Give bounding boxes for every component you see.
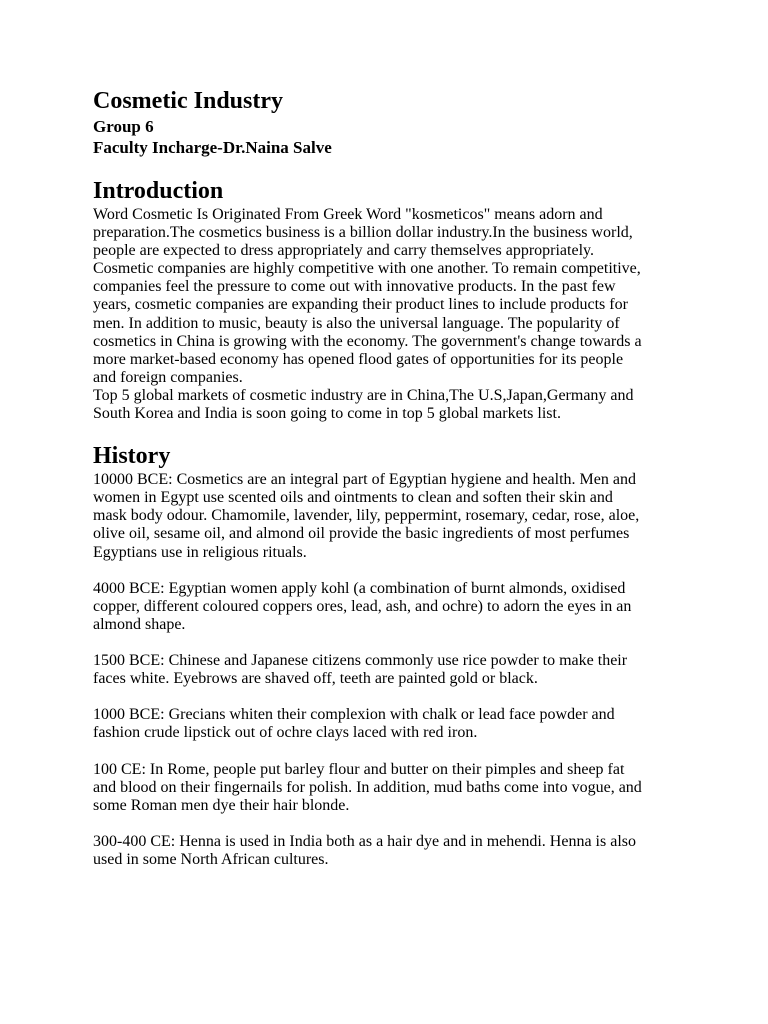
- history-section: [93, 441, 693, 869]
- history-entry-1500-bce: 1500 BCE: Chinese and Japanese citizens commonly use rice powder to make their faces white. Eyebrows are shaved off, teeth are painted gold or black.: [93, 652, 628, 688]
- history-entry-4000-bce: 4000 BCE: Egyptian women apply kohl (a combination of burnt almonds, oxidised copper, different coloured coppers ores, lead, ash, and ochre) to adorn the eyes in an almond shape.: [93, 579, 632, 633]
- document-page: [93, 86, 693, 869]
- introduction-markets-paragraph: Top 5 global markets of cosmetic industry are in China,The U.S,Japan,Germany and South Korea and India is soon going to come in top 5 global markets list.: [93, 386, 634, 423]
- history-entry-1000-bce: 1000 BCE: Grecians whiten their complexion with chalk or lead face powder and fashion crude lipstick out of ochre clays laced with red iron.: [93, 706, 615, 742]
- document-title: Cosmetic Industry: [93, 88, 283, 114]
- history-entry-100-ce: 100 CE: In Rome, people put barley flour and butter on their pimples and sheep fat and blood on their fingernails for polish. In addition, mud baths come into vogue, and some Roman men dye their hair blonde.: [93, 760, 642, 814]
- paragraph-spacer: [93, 562, 693, 580]
- introduction-paragraph: Word Cosmetic Is Originated From Greek Word "kosmeticos" means adorn and preparation.The cosmetics business is a billion dollar industry.In the business world, people are expected to dress appropriately and carry themselves appropriately. Cosmetic companies are highly competitive with one another. To remain competitive, companies feel the pressure to come out with innovative products. In the past few years, cosmetic companies are expanding their product lines to include products for men. In addition to music, beauty is also the universal language. The popularity of cosmetics in China is growing with the economy. The government's change towards a more market-based economy has opened flood gates of opportunities for its people and foreign companies.: [93, 206, 642, 386]
- faculty-label: Faculty Incharge-Dr.Naina Salve: [93, 138, 332, 157]
- group-label: Group 6: [93, 117, 154, 136]
- introduction-section: [93, 176, 693, 423]
- paragraph-spacer: [93, 688, 693, 706]
- history-heading: History: [93, 443, 171, 470]
- history-entry-10000-bce: 10000 BCE: Cosmetics are an integral part of Egyptian hygiene and health. Men and women in Egypt use scented oils and ointments to clean and soften their skin and mask body odour. Chamomile, lavender, lily, peppermint, rosemary, cedar, rose, aloe, olive oil, sesame oil, and almond oil provide the basic ingredients of most perfumes Egyptians use in religious rituals.: [93, 471, 640, 561]
- introduction-heading: Introduction: [93, 178, 224, 204]
- paragraph-spacer: [93, 743, 693, 761]
- history-entry-300-400-ce: 300-400 CE: Henna is used in India both as a hair dye and in mehendi. Henna is also used in some North African cultures.: [93, 833, 636, 869]
- paragraph-spacer: [93, 634, 693, 652]
- paragraph-spacer: [93, 815, 693, 833]
